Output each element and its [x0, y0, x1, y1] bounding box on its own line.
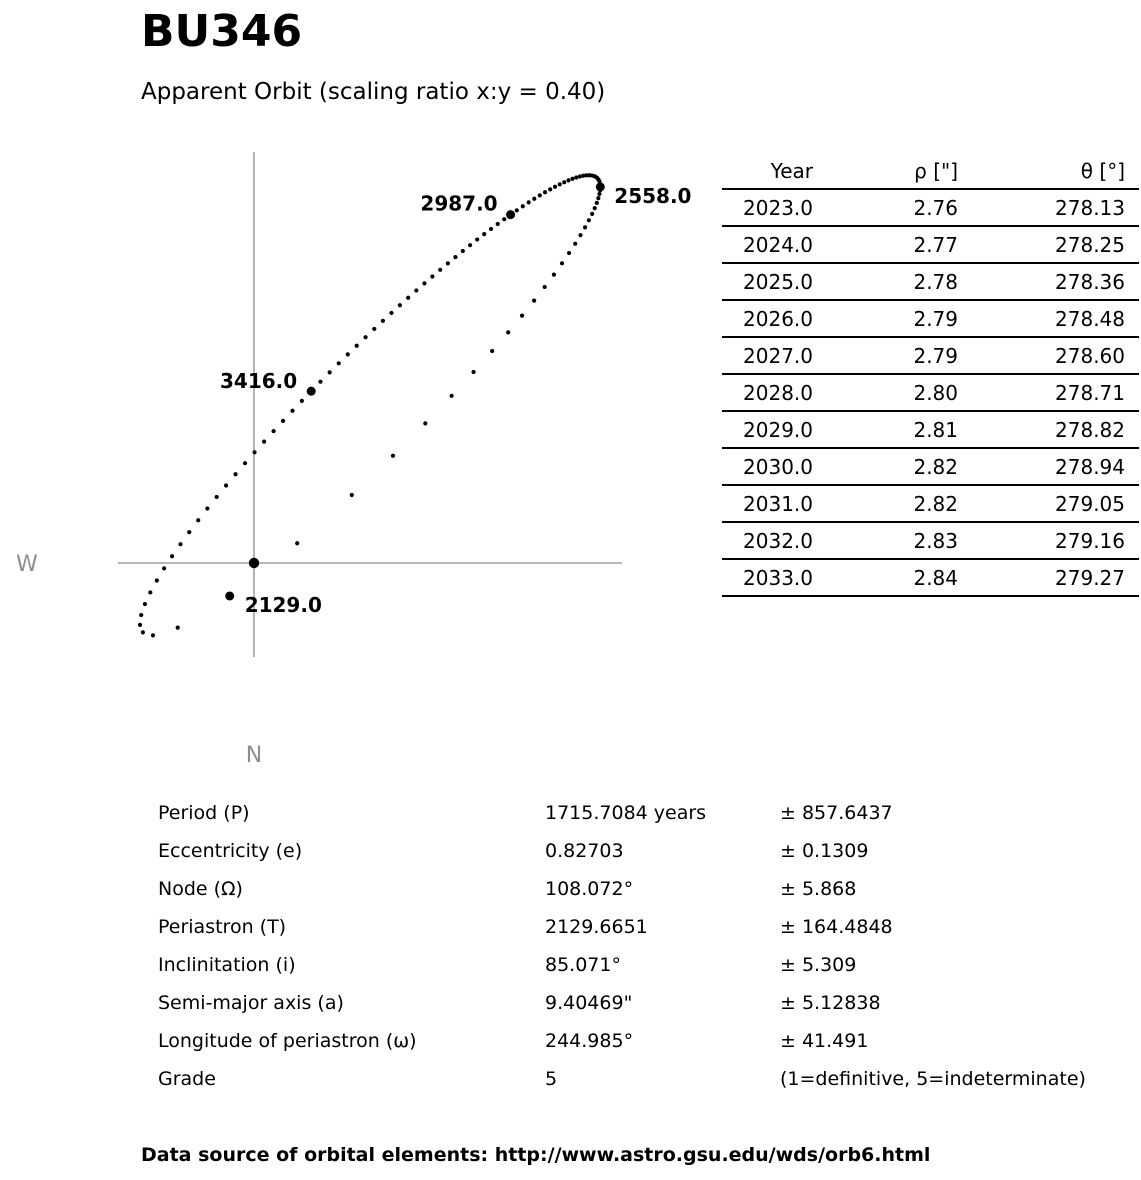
- orbit-dot: [573, 242, 577, 246]
- ephemeris-row: [722, 337, 1139, 374]
- ephemeris-row: [722, 226, 1139, 263]
- rho-cell: 2.82: [813, 448, 958, 485]
- orbit-dot: [574, 175, 578, 179]
- element-value: 244.985°: [545, 1030, 634, 1052]
- ephemeris-row: [722, 559, 1139, 596]
- theta-cell: 278.48: [958, 300, 1139, 337]
- element-error: ± 41.491: [780, 1030, 869, 1052]
- element-label: Node (Ω): [158, 878, 243, 900]
- orbit-dot: [138, 623, 142, 627]
- orbit-dot: [430, 274, 434, 278]
- theta-cell: 278.71: [958, 374, 1139, 411]
- element-error: ± 0.1309: [780, 840, 869, 862]
- ephemeris-row: [722, 189, 1139, 226]
- orbit-dot: [139, 613, 143, 617]
- orbit-dot: [363, 335, 367, 339]
- orbit-dot: [596, 196, 600, 200]
- orbit-dot: [391, 454, 395, 458]
- orbit-dot: [560, 261, 564, 265]
- theta-cell: 278.13: [958, 189, 1139, 226]
- element-error: ± 5.309: [780, 954, 857, 976]
- orbit-dot: [187, 530, 191, 534]
- orbit-dot: [506, 330, 510, 334]
- year-header: Year: [722, 153, 813, 189]
- theta-cell: 278.82: [958, 411, 1139, 448]
- orbit-dot: [300, 399, 304, 403]
- rho-cell: 2.77: [813, 226, 958, 263]
- orbit-dot: [597, 192, 601, 196]
- orbit-dot: [489, 227, 493, 231]
- element-value: 108.072°: [545, 878, 634, 900]
- year-cell: 2024.0: [722, 226, 813, 263]
- year-cell: 2027.0: [722, 337, 813, 374]
- element-error: (1=definitive, 5=indeterminate): [780, 1068, 1086, 1090]
- orbit-dot: [178, 542, 182, 546]
- west-axis-label: W: [16, 552, 38, 577]
- epoch-label: 2987.0: [420, 191, 498, 216]
- orbit-dot: [406, 296, 410, 300]
- epoch-label: 2558.0: [614, 184, 692, 208]
- orbit-dot: [337, 361, 341, 365]
- orbit-dot: [196, 518, 200, 522]
- theta-cell: 278.60: [958, 337, 1139, 374]
- orbit-dot: [318, 380, 322, 384]
- orbit-dot: [502, 217, 506, 221]
- orbit-dot: [381, 319, 385, 323]
- orbit-dot: [350, 493, 354, 497]
- rho-cell: 2.81: [813, 411, 958, 448]
- epoch-dot: [225, 591, 234, 600]
- ephemeris-header-row: [722, 153, 1139, 189]
- element-error: ± 857.6437: [780, 802, 893, 824]
- year-cell: 2025.0: [722, 263, 813, 300]
- orbit-dot: [468, 243, 472, 247]
- orbit-dot: [328, 370, 332, 374]
- element-label: Eccentricity (e): [158, 840, 303, 862]
- rho-cell: 2.83: [813, 522, 958, 559]
- orbit-dot: [461, 249, 465, 253]
- rho-cell: 2.79: [813, 300, 958, 337]
- orbit-dot: [475, 237, 479, 241]
- orbit-dot: [271, 429, 275, 433]
- orbit-dot: [252, 450, 256, 454]
- orbit-dot: [450, 394, 454, 398]
- orbit-dot: [558, 182, 562, 186]
- orbit-dot: [570, 177, 574, 181]
- orbit-dot: [595, 201, 599, 205]
- orbit-dot: [593, 206, 597, 210]
- epoch-dot: [506, 210, 515, 219]
- rho-header: ρ ["]: [813, 153, 958, 189]
- orbit-dot: [346, 352, 350, 356]
- epoch-label: 2129.0: [244, 593, 322, 617]
- ephemeris-row: [722, 300, 1139, 337]
- rho-cell: 2.78: [813, 263, 958, 300]
- orbit-dot: [422, 281, 426, 285]
- orbit-dot: [543, 190, 547, 194]
- theta-cell: 278.25: [958, 226, 1139, 263]
- year-cell: 2023.0: [722, 189, 813, 226]
- orbit-dot: [553, 185, 557, 189]
- orbit-dot: [205, 506, 209, 510]
- primary-star-dot: [249, 558, 259, 568]
- rho-cell: 2.80: [813, 374, 958, 411]
- orbit-dot: [520, 314, 524, 318]
- page-subtitle: Apparent Orbit (scaling ratio x:y = 0.40): [141, 79, 606, 105]
- orbit-dot: [414, 288, 418, 292]
- orbit-dot: [587, 218, 591, 222]
- year-cell: 2028.0: [722, 374, 813, 411]
- orbital-elements-list: [158, 794, 1110, 1098]
- page-title: BU346: [141, 6, 303, 57]
- orbit-dot: [141, 630, 145, 634]
- year-cell: 2029.0: [722, 411, 813, 448]
- orbit-dot: [143, 602, 147, 606]
- element-value: 1715.7084 years: [545, 802, 707, 824]
- element-error: ± 5.868: [780, 878, 857, 900]
- element-value: 0.82703: [545, 840, 624, 862]
- orbit-dot: [170, 554, 174, 558]
- ephemeris-table-body: [722, 189, 1139, 596]
- element-label: Period (P): [158, 802, 250, 824]
- ephemeris-row: [722, 263, 1139, 300]
- orbit-dot: [578, 233, 582, 237]
- orbit-dot: [243, 461, 247, 465]
- orbit-dot: [543, 285, 547, 289]
- orbit-dot: [262, 440, 266, 444]
- rho-cell: 2.76: [813, 189, 958, 226]
- epoch-label: 3416.0: [220, 369, 298, 394]
- rho-cell: 2.84: [813, 559, 958, 596]
- epoch-markers: [220, 182, 691, 617]
- orbit-dot: [490, 349, 494, 353]
- year-cell: 2033.0: [722, 559, 813, 596]
- element-label: Inclinitation (i): [158, 954, 296, 976]
- ephemeris-row: [722, 522, 1139, 559]
- orbit-dot: [471, 370, 475, 374]
- orbit-dot: [176, 626, 180, 630]
- element-value: 2129.6651: [545, 916, 648, 938]
- orbit-dot: [515, 208, 519, 212]
- orbit-dot: [453, 255, 457, 259]
- orbit-dot: [532, 197, 536, 201]
- orbit-dot: [151, 633, 155, 637]
- element-label: Periastron (T): [158, 916, 287, 938]
- rho-cell: 2.82: [813, 485, 958, 522]
- orbit-dot: [215, 495, 219, 499]
- rho-cell: 2.79: [813, 337, 958, 374]
- theta-cell: 278.94: [958, 448, 1139, 485]
- epoch-dot: [307, 387, 316, 396]
- orbit-dot: [295, 541, 299, 545]
- ephemeris-row: [722, 411, 1139, 448]
- orbit-dot: [527, 200, 531, 204]
- epoch-dot: [596, 182, 605, 191]
- ephemeris-row: [722, 374, 1139, 411]
- element-value: 5: [545, 1068, 558, 1090]
- theta-cell: 278.36: [958, 263, 1139, 300]
- element-value: 9.40469": [545, 992, 633, 1014]
- orbit-dot: [438, 268, 442, 272]
- theta-cell: 279.05: [958, 485, 1139, 522]
- orbit-dot: [155, 578, 159, 582]
- theta-header: θ [°]: [958, 153, 1139, 189]
- orbit-dot: [389, 311, 393, 315]
- orbit-dot: [372, 327, 376, 331]
- ephemeris-table: [722, 153, 1139, 597]
- theta-cell: 279.16: [958, 522, 1139, 559]
- orbit-dot: [538, 193, 542, 197]
- orbit-dot: [148, 590, 152, 594]
- orbit-dot: [578, 174, 582, 178]
- orbit-dot: [398, 303, 402, 307]
- ephemeris-table-header: [722, 153, 1139, 189]
- orbit-dot: [566, 178, 570, 182]
- element-error: ± 5.12838: [780, 992, 881, 1014]
- orbit-path-dots: [138, 173, 602, 637]
- orbit-dot: [224, 483, 228, 487]
- orbit-dot: [552, 272, 556, 276]
- element-label: Semi-major axis (a): [158, 992, 344, 1014]
- element-label: Longitude of periastron (ω): [158, 1030, 417, 1052]
- element-label: Grade: [158, 1068, 216, 1090]
- orbit-dot: [496, 222, 500, 226]
- orbit-dot: [590, 212, 594, 216]
- year-cell: 2026.0: [722, 300, 813, 337]
- orbit-dot: [548, 187, 552, 191]
- orbit-dot: [290, 409, 294, 413]
- orbit-dot: [567, 251, 571, 255]
- orbit-dot: [532, 298, 536, 302]
- orbit-dot: [233, 472, 237, 476]
- element-error: ± 164.4848: [780, 916, 893, 938]
- year-cell: 2032.0: [722, 522, 813, 559]
- orbit-dot: [423, 421, 427, 425]
- north-axis-label: N: [245, 743, 263, 768]
- data-source-note: Data source of orbital elements: http://www.astro.gsu.edu/wds/orb6.html: [141, 1144, 931, 1166]
- orbit-dot: [562, 180, 566, 184]
- year-cell: 2030.0: [722, 448, 813, 485]
- year-cell: 2031.0: [722, 485, 813, 522]
- orbit-dot: [583, 225, 587, 229]
- ephemeris-row: [722, 485, 1139, 522]
- orbit-dot: [446, 261, 450, 265]
- theta-cell: 279.27: [958, 559, 1139, 596]
- ephemeris-row: [722, 448, 1139, 485]
- orbit-dot: [521, 204, 525, 208]
- orbit-dot: [162, 566, 166, 570]
- element-value: 85.071°: [545, 954, 621, 976]
- orbit-dot: [355, 344, 359, 348]
- orbit-dot: [482, 232, 486, 236]
- orbit-dot: [281, 419, 285, 423]
